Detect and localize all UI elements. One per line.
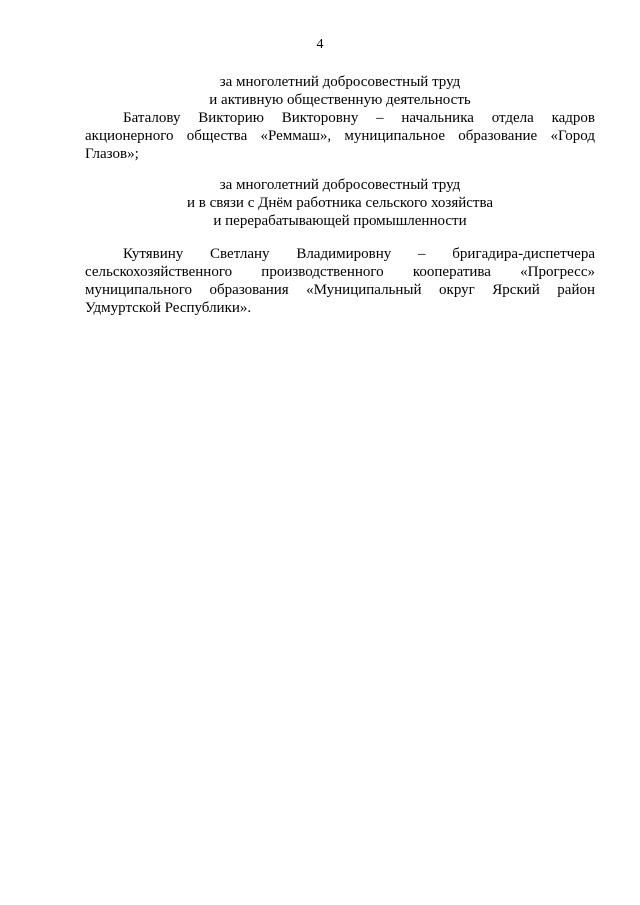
heading-line: и перерабатывающей промышленности	[213, 213, 467, 229]
heading-line: за многолетний добросовестный труд	[219, 74, 461, 90]
heading-line: и активную общественную деятельность	[209, 92, 471, 108]
award-recipient-paragraph: Кутявину Светлану Владимировну – бригадира-диспетчера сельскохозяйственного производственного кооператива «Прогресс» муниципального образования «Муниципальный округ Ярский район Удмуртской Республики».	[85, 246, 595, 316]
award-heading	[85, 176, 595, 230]
award-heading	[85, 73, 595, 109]
heading-line: за многолетний добросовестный труд	[219, 177, 461, 193]
award-section-2	[85, 176, 595, 230]
page-number: 4	[316, 37, 324, 52]
award-recipient-paragraph: Баталову Викторию Викторовну – начальника отдела кадров акционерного общества «Реммаш», муниципальное образование «Город Глазов»;	[85, 110, 595, 162]
award-section-3	[85, 245, 595, 317]
award-section-1	[85, 73, 595, 163]
heading-line: и в связи с Днём работника сельского хозяйства	[186, 195, 494, 211]
